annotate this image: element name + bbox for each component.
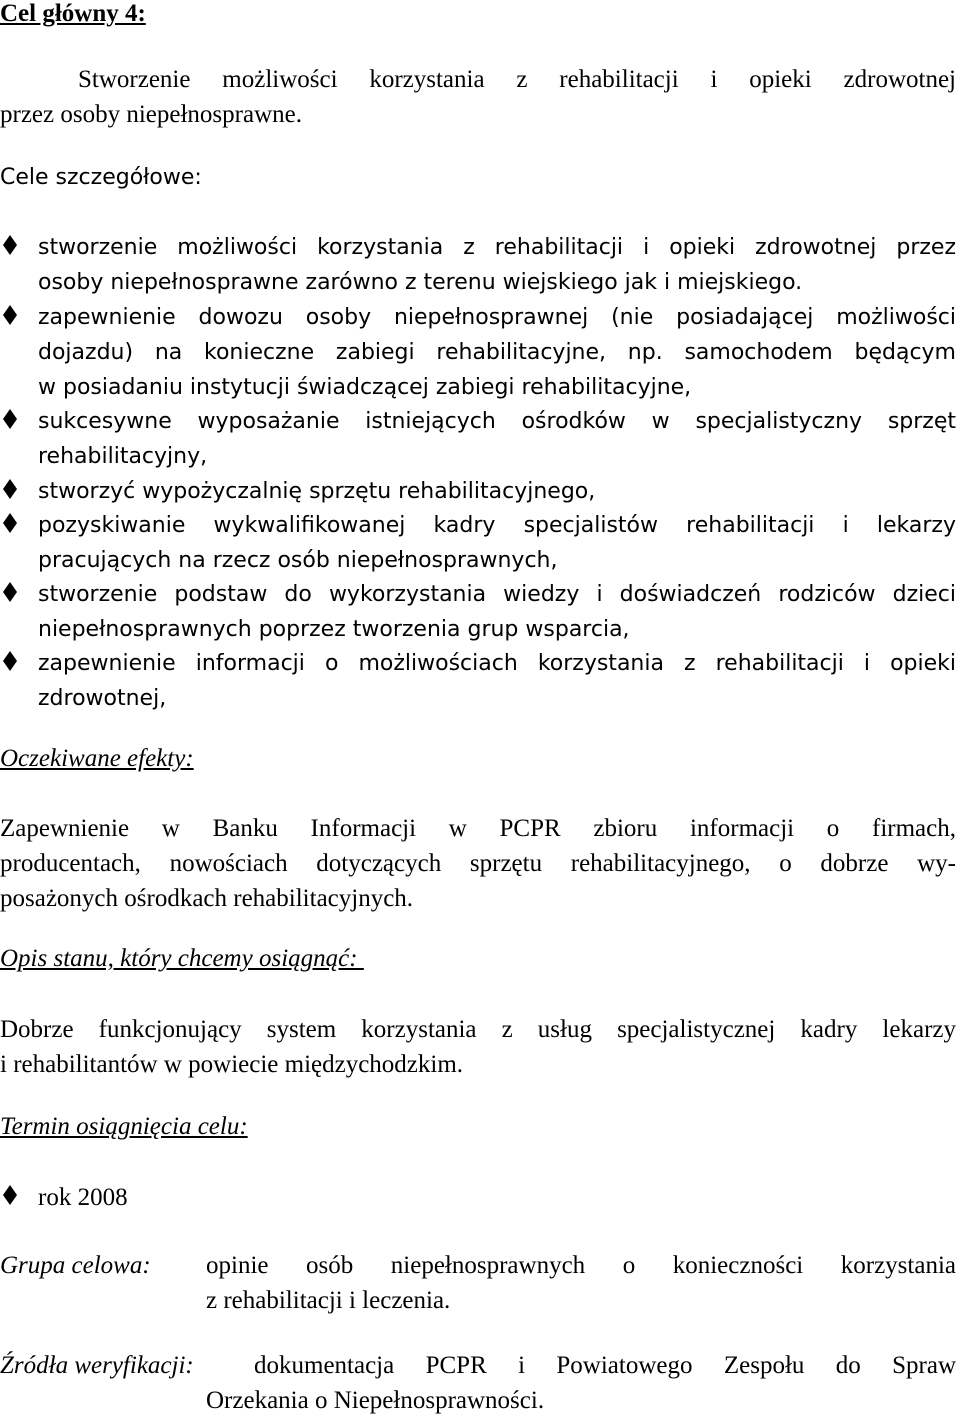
expected-effects-text	[0, 811, 956, 916]
desired-state-label: Opis stanu, który chcemy osiągnąć:	[0, 945, 364, 972]
goal-item-line: sukcesywne wyposażanie istniejących ośrodków w specjalistyczny sprzęt	[38, 409, 956, 434]
main-goal	[0, 62, 956, 132]
diamond-bullet-icon	[0, 1180, 20, 1210]
desired-state-line: i rehabilitantów w powiecie międzychodzkim.	[0, 1051, 464, 1078]
diamond-bullet-icon	[0, 404, 20, 434]
target-group-line-2: z rehabilitacji i leczenia.	[206, 1287, 451, 1314]
diamond-bullet-icon	[0, 474, 20, 504]
goal-item-line: dojazdu) na konieczne zabiegi rehabilitacyjne, np. samochodem będącym	[38, 340, 956, 365]
deadline-value: rok 2008	[38, 1184, 128, 1211]
expected-effects-line: posażonych ośrodkach rehabilitacyjnych.	[0, 885, 414, 912]
goal-item-line: w posiadaniu instytucji świadczącej zabiegi rehabilitacyjne,	[38, 375, 692, 400]
goal-item-line: pracujących na rzecz osób niepełnosprawnych,	[38, 548, 558, 573]
goal-item-line: stworzenie podstaw do wykorzystania wiedzy i doświadczeń rodziców dzieci	[38, 582, 956, 607]
desired-state-text	[0, 1012, 956, 1082]
expected-effects-line: producentach, nowościach dotyczących sprzętu rehabilitacyjnego, o dobrze wy-	[0, 850, 956, 877]
desired-state-line: Dobrze funkcjonujący system korzystania z usług specjalistycznej kadry lekarzy	[0, 1016, 956, 1043]
goal-item-line: zapewnienie dowozu osoby niepełnosprawnej (nie posiadającej możliwości	[38, 305, 956, 330]
deadline-label: Termin osiągnięcia celu:	[0, 1113, 248, 1140]
main-goal-line-2: przez osoby niepełnosprawne.	[0, 101, 302, 128]
goal-item-line: osoby niepełnosprawne zarówno z terenu wiejskiego jak i miejskiego.	[38, 270, 803, 295]
diamond-bullet-icon	[0, 508, 20, 538]
diamond-bullet-icon	[0, 577, 20, 607]
diamond-bullet-icon	[0, 646, 20, 676]
goal-item-line: zapewnienie informacji o możliwościach korzystania z rehabilitacji i opieki	[38, 651, 956, 676]
expected-effects-line: Zapewnienie w Banku Informacji w PCPR zbioru informacji o firmach,	[0, 815, 956, 842]
target-group-line-1: opinie osób niepełnosprawnych o konieczności korzystania	[206, 1252, 956, 1279]
goal-item-line: stworzyć wypożyczalnię sprzętu rehabilitacyjnego,	[38, 479, 596, 504]
diamond-bullet-icon	[0, 230, 20, 260]
goal-item-line: niepełnosprawnych poprzez tworzenia grup wsparcia,	[38, 617, 630, 642]
page-title: Cel główny 4:	[0, 0, 146, 27]
verification-line-2: Orzekania o Niepełnosprawności.	[206, 1387, 545, 1414]
verification-line-1: dokumentacja PCPR i Powiatowego Zespołu do Spraw	[254, 1352, 956, 1379]
target-group-label: Grupa celowa:	[0, 1252, 151, 1279]
expected-effects-label: Oczekiwane efekty:	[0, 745, 194, 772]
specific-goals-label-text: Cele szczegółowe:	[0, 165, 202, 190]
main-goal-line-1: Stworzenie możliwości korzystania z rehabilitacji i opieki zdrowotnej	[78, 66, 956, 93]
diamond-bullet-icon	[0, 300, 20, 330]
goal-item-line: stworzenie możliwości korzystania z rehabilitacji i opieki zdrowotnej przez	[38, 235, 956, 260]
goal-item-line: pozyskiwanie wykwalifikowanej kadry specjalistów rehabilitacji i lekarzy	[38, 513, 956, 538]
specific-goals-label	[0, 165, 202, 190]
goal-item-line: zdrowotnej,	[38, 686, 167, 711]
verification-label: Źródła weryfikacji:	[0, 1352, 194, 1379]
goal-item-line: rehabilitacyjny,	[38, 444, 208, 469]
